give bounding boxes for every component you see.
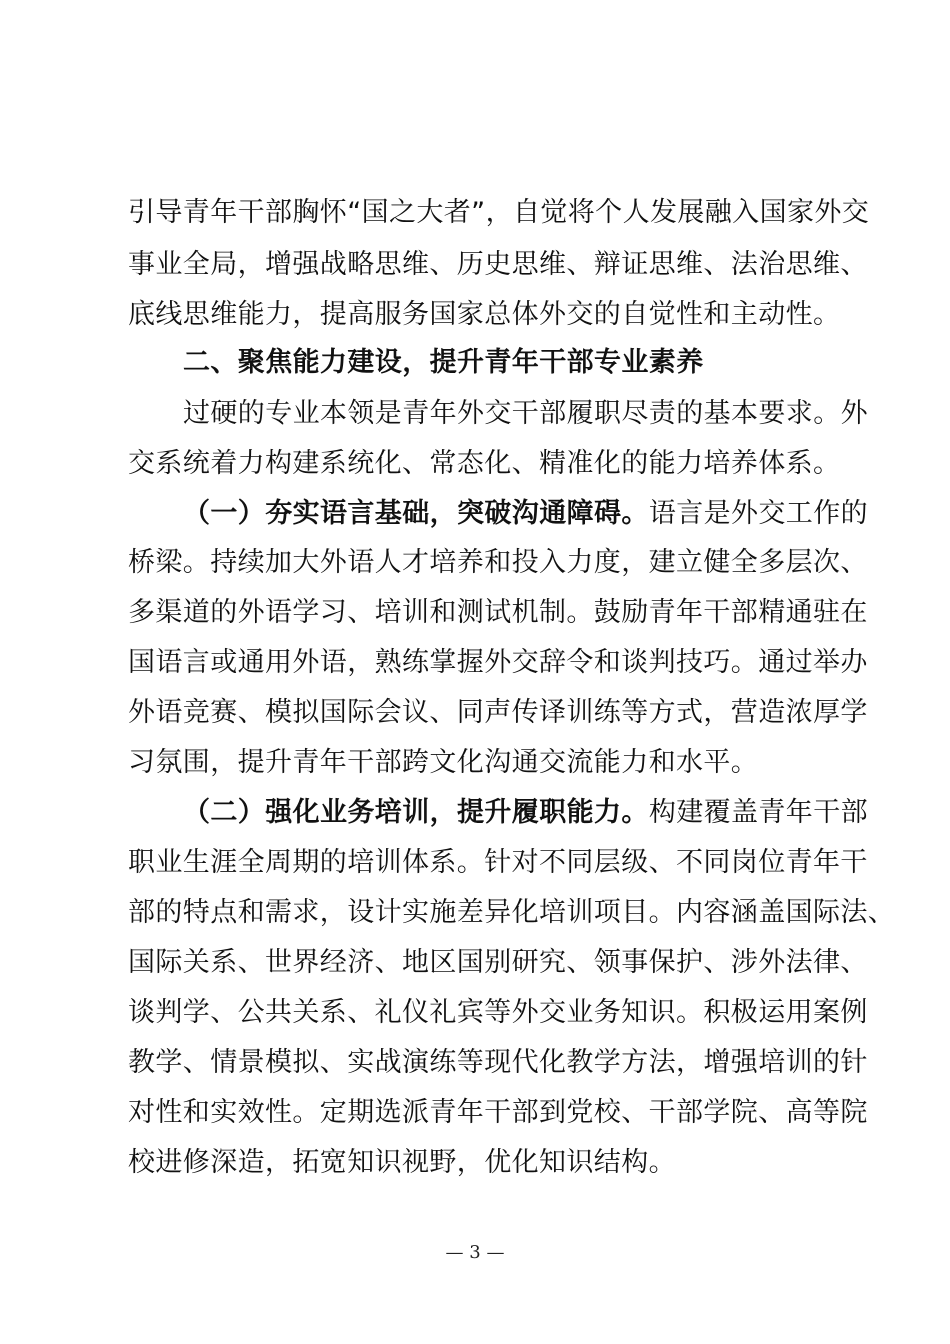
- line-text: 习氛围，提升青年干部跨文化沟通交流能力和水平。: [128, 747, 759, 778]
- body-line: [128, 546, 868, 580]
- body-line: [128, 996, 868, 1030]
- bold-text: （二）强化业务培训，提升履职能力。: [183, 797, 649, 828]
- line-text: 交系统着力构建系统化、常态化、精准化的能力培养体系。: [128, 448, 841, 479]
- body-line: [128, 1146, 676, 1180]
- body-line: [128, 896, 895, 930]
- body-line: [128, 447, 840, 481]
- body-line: [128, 248, 868, 282]
- body-line: [128, 298, 840, 332]
- line-text: 职业生涯全周期的培训体系。针对不同层级、不同岗位青年干: [128, 847, 868, 878]
- subsection-line: [183, 497, 868, 531]
- line-text: 教学、情景模拟、实战演练等现代化教学方法，增强培训的针: [128, 1047, 868, 1078]
- line-text: 桥梁。持续加大外语人才培养和投入力度，建立健全多层次、: [128, 547, 868, 578]
- bold-text: （一）夯实语言基础，突破沟通障碍。: [183, 498, 649, 529]
- line-text: 引导青年干部胸怀“国之大者”，自觉将个人发展融入国家外交: [128, 197, 870, 228]
- line-text: 语言是外交工作的: [648, 498, 869, 529]
- line-text: 底线思维能力，提高服务国家总体外交的自觉性和主动性。: [128, 299, 841, 330]
- line-text: 国语言或通用外语，熟练掌握外交辞令和谈判技巧。通过举办: [128, 647, 868, 678]
- body-line: [128, 646, 868, 680]
- body-line: [128, 1096, 868, 1130]
- line-text: 谈判学、公共关系、礼仪礼宾等外交业务知识。积极运用案例: [128, 997, 868, 1028]
- body-line: [128, 946, 868, 980]
- body-line: [183, 397, 868, 431]
- line-text: 外语竞赛、模拟国际会议、同声传译训练等方式，营造浓厚学: [128, 697, 868, 728]
- body-line: [128, 1046, 868, 1080]
- line-text: 校进修深造，拓宽知识视野，优化知识结构。: [128, 1147, 676, 1178]
- line-text: 国际关系、世界经济、地区国别研究、领事保护、涉外法律、: [128, 947, 868, 978]
- body-line: [128, 196, 869, 230]
- line-text: 多渠道的外语学习、培训和测试机制。鼓励青年干部精通驻在: [128, 597, 868, 628]
- body-line: [128, 846, 868, 880]
- body-line: [128, 596, 868, 630]
- line-text: 对性和实效性。定期选派青年干部到党校、干部学院、高等院: [128, 1097, 868, 1128]
- bold-text: 二、聚焦能力建设，提升青年干部专业素养: [183, 347, 704, 378]
- line-text: 事业全局，增强战略思维、历史思维、辩证思维、法治思维、: [128, 249, 868, 280]
- subsection-line: [183, 796, 868, 830]
- body-line: [128, 746, 758, 780]
- section-heading: [183, 346, 704, 380]
- page-number: — 3 —: [445, 1242, 505, 1263]
- line-text: 部的特点和需求，设计实施差异化培训项目。内容涵盖国际法、: [128, 897, 896, 928]
- body-line: [128, 696, 868, 730]
- line-text: 过硬的专业本领是青年外交干部履职尽责的基本要求。外: [183, 398, 868, 429]
- line-text: 构建覆盖青年干部: [648, 797, 869, 828]
